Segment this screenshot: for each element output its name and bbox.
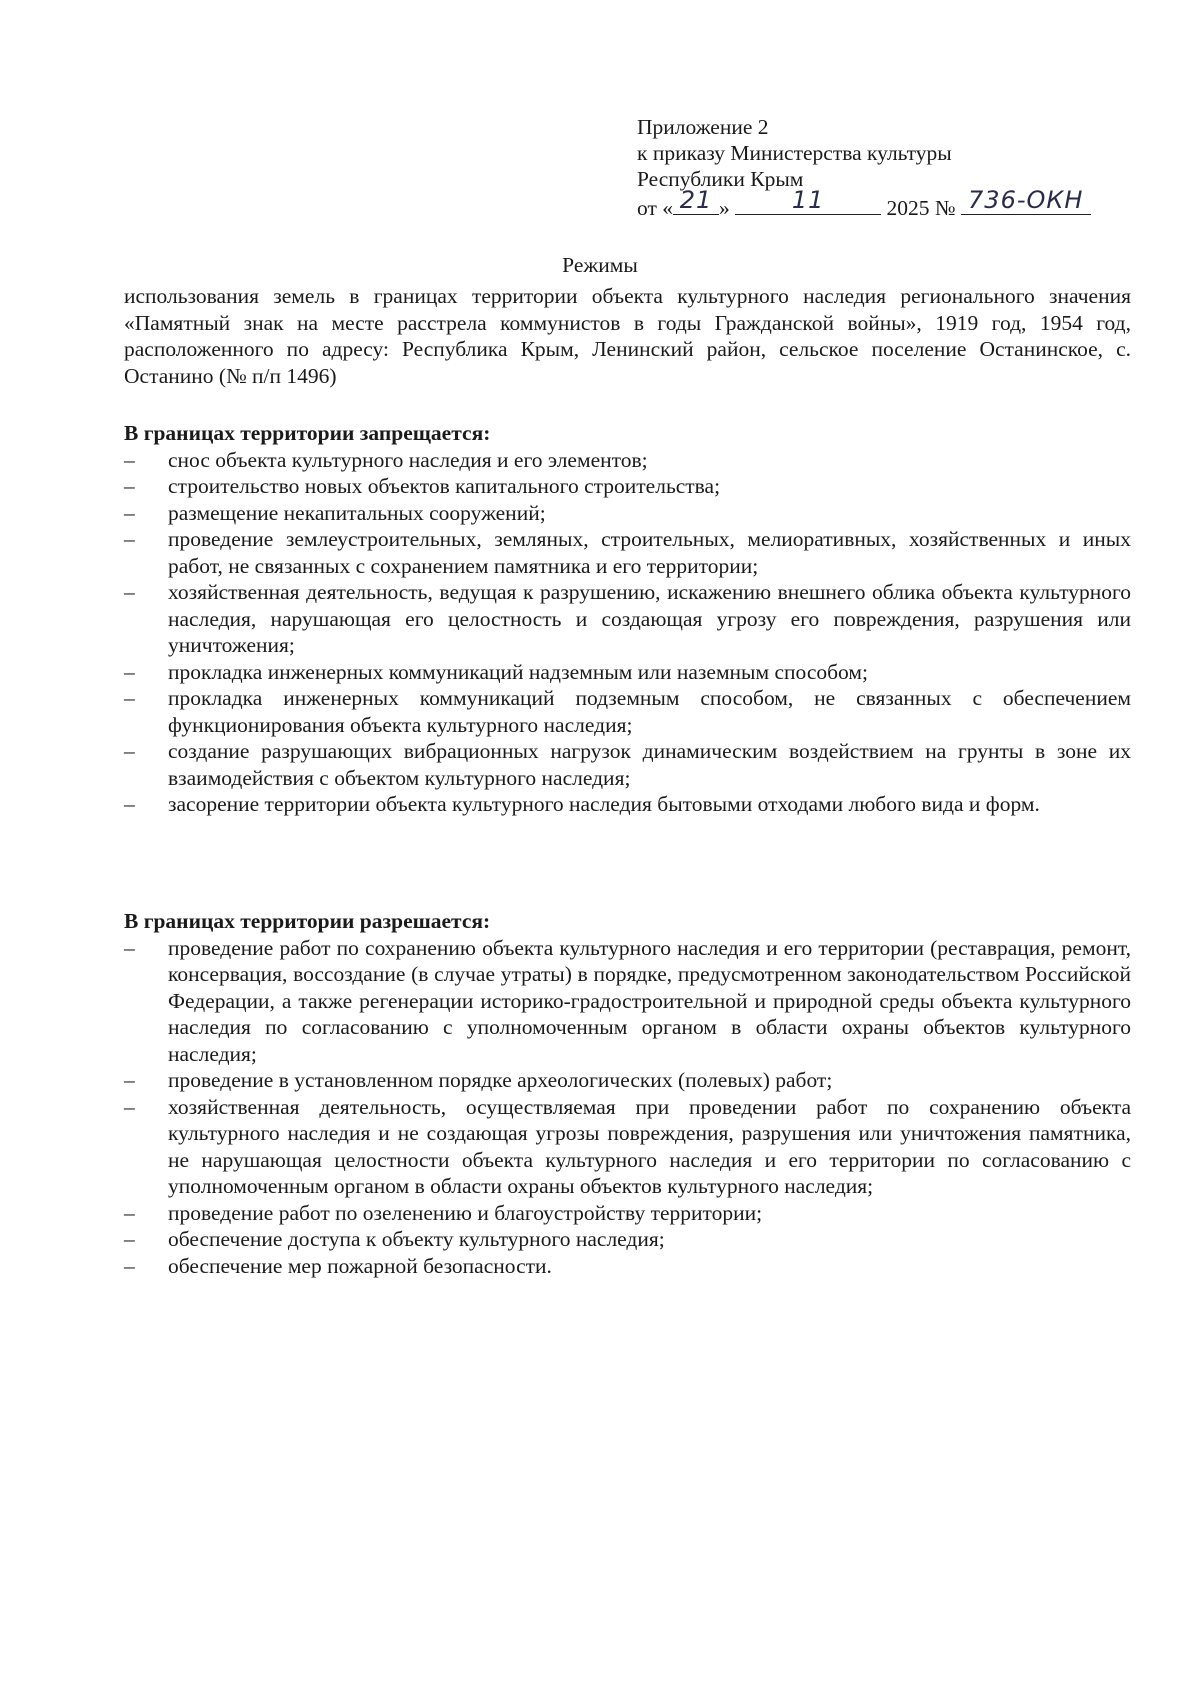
bullet-dash: – bbox=[124, 739, 135, 763]
handwritten-order-number: 736-ОКН bbox=[968, 186, 1084, 214]
order-date-line bbox=[637, 186, 1091, 221]
appendix-header bbox=[637, 114, 1091, 221]
bullet-dash: – bbox=[124, 580, 135, 604]
bullet-dash: – bbox=[124, 527, 135, 551]
ministry-name: Республики Крым bbox=[637, 167, 804, 191]
list-item bbox=[124, 1200, 1131, 1227]
list-item-text: проведение работ по сохранению объекта культурного наследия и его территории (реставрация, ремонт, консервация, воссоздание (в случае утраты) в порядке, предусмотренном законодательством Российской Федерации, а также регенерации историко-градостроительной и природной среды объекта культурного наследия по согласованию с уполномоченным органом в области охраны объектов культурного наследия; bbox=[168, 935, 1131, 1066]
day-blank bbox=[673, 186, 719, 215]
bullet-dash: – bbox=[124, 686, 135, 710]
permitted-section bbox=[124, 908, 1131, 1279]
list-item bbox=[124, 1226, 1131, 1253]
list-item-text: прокладка инженерных коммуникаций надземным или наземным способом; bbox=[168, 659, 868, 684]
order-reference: к приказу Министерства культуры bbox=[637, 141, 952, 165]
list-item bbox=[124, 500, 1131, 527]
bullet-dash: – bbox=[124, 1068, 135, 1092]
permitted-list bbox=[124, 935, 1131, 1280]
date-prefix: от « bbox=[637, 196, 673, 220]
document-title: Режимы bbox=[562, 253, 638, 277]
bullet-dash: – bbox=[124, 1094, 135, 1119]
prohibited-title: В границах территории запрещается: bbox=[124, 421, 491, 445]
month-blank bbox=[735, 186, 881, 215]
list-item-text: прокладка инженерных коммуникаций подземным способом, не связанных с обеспечением функционирования объекта культурного наследия; bbox=[168, 686, 1131, 737]
list-item-text: засорение территории объекта культурного наследия бытовыми отходами любого вида и форм. bbox=[168, 792, 1040, 816]
list-item bbox=[124, 659, 1131, 686]
handwritten-month: 11 bbox=[791, 186, 825, 214]
permitted-title: В границах территории разрешается: bbox=[124, 909, 491, 933]
list-item-text: создание разрушающих вибрационных нагрузок динамическим воздействием на грунты в зоне их взаимодействия с объектом культурного наследия; bbox=[168, 739, 1131, 790]
bullet-dash: – bbox=[124, 1200, 135, 1225]
list-item bbox=[124, 579, 1131, 659]
year-number-label: 2025 № bbox=[886, 196, 956, 220]
list-item bbox=[124, 447, 1131, 474]
list-item bbox=[124, 791, 1131, 818]
list-item-text: снос объекта культурного наследия и его элементов; bbox=[168, 447, 648, 472]
number-blank bbox=[961, 186, 1091, 215]
bullet-dash: – bbox=[124, 474, 135, 498]
bullet-dash: – bbox=[124, 792, 135, 816]
list-item-text: размещение некапитальных сооружений; bbox=[168, 500, 546, 525]
handwritten-day: 21 bbox=[679, 186, 713, 214]
list-item bbox=[124, 738, 1131, 791]
list-item bbox=[124, 1253, 1131, 1280]
list-item bbox=[124, 935, 1131, 1068]
list-item-text: обеспечение доступа к объекту культурного наследия; bbox=[168, 1227, 665, 1251]
prohibited-section bbox=[124, 420, 1131, 818]
bullet-dash: – bbox=[124, 500, 135, 525]
list-item-text: строительство новых объектов капитального строительства; bbox=[168, 474, 721, 498]
list-item-text: проведение в установленном порядке археологических (полевых) работ; bbox=[168, 1068, 833, 1092]
list-item bbox=[124, 526, 1131, 579]
bullet-dash: – bbox=[124, 1227, 135, 1251]
list-item bbox=[124, 1094, 1131, 1200]
bullet-dash: – bbox=[124, 1253, 135, 1278]
list-item-text: хозяйственная деятельность, осуществляемая при проведении работ по сохранению объекта культурного наследия и не создающая угрозы повреждения, разрушения или уничтожения памятника, не нарушающая целостности объекта культурного наследия и его территории по согласованию с уполномоченным органом в области охраны объектов культурного наследия; bbox=[168, 1094, 1131, 1198]
bullet-dash: – bbox=[124, 659, 135, 684]
appendix-label: Приложение 2 bbox=[637, 115, 769, 139]
list-item-text: проведение работ по озеленению и благоустройству территории; bbox=[168, 1200, 763, 1225]
date-mid: » bbox=[719, 196, 730, 220]
list-item bbox=[124, 685, 1131, 738]
list-item bbox=[124, 473, 1131, 500]
prohibited-list bbox=[124, 447, 1131, 818]
list-item-text: хозяйственная деятельность, ведущая к разрушению, искажению внешнего облика объекта культурного наследия, нарушающая его целостность и создающая угрозу его повреждения, разрушения или уничтожения; bbox=[168, 580, 1131, 657]
bullet-dash: – bbox=[124, 935, 135, 960]
document-subject: использования земель в границах территории объекта культурного наследия регионального значения «Памятный знак на месте расстрела коммунистов в годы Гражданской войны», 1919 год, 1954 год, расположенного по адресу: Республика Крым, Ленинский район, сельское поселение Останинское, с. Останино (№ п/п 1496) bbox=[124, 284, 1131, 388]
list-item-text: обеспечение мер пожарной безопасности. bbox=[168, 1253, 552, 1278]
list-item-text: проведение землеустроительных, земляных, строительных, мелиоративных, хозяйственных и иных работ, не связанных с сохранением памятника и его территории; bbox=[168, 527, 1131, 578]
list-item bbox=[124, 1067, 1131, 1094]
bullet-dash: – bbox=[124, 447, 135, 472]
